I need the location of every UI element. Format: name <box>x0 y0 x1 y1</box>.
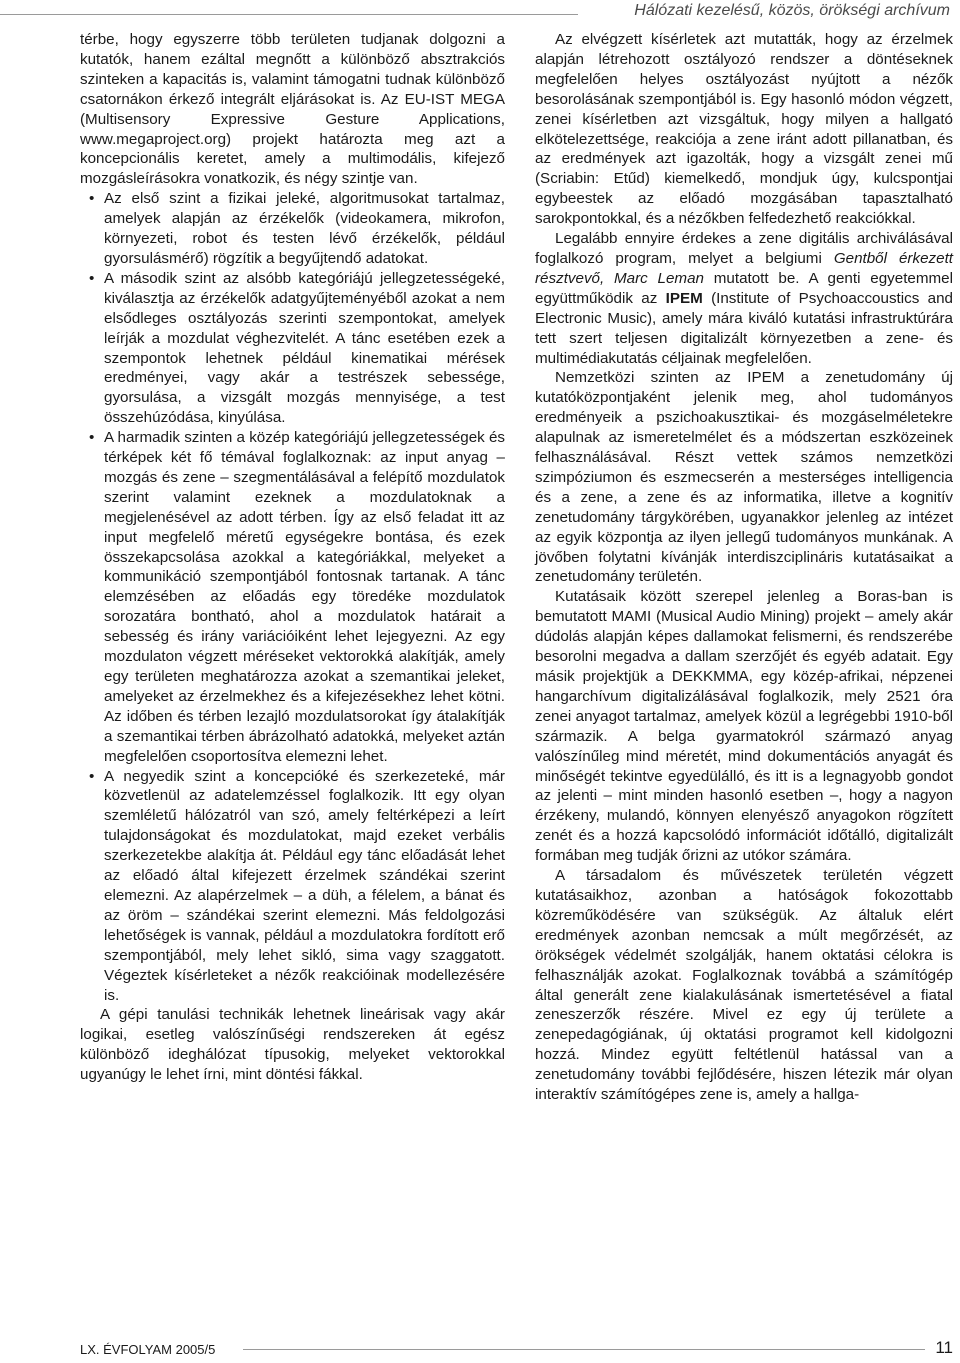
level-list <box>80 189 505 1005</box>
list-item-text: A harmadik szinten a közép kategóriájú jellegzetességek és térképek két fő témával foglalkoznak: az input anyag – mozgás és zene – szegmentálásával a felépítő mozdulatok szerint valamint ezeknek a mozdulatoknak a megjelenésével az adott térben. Így az első feladat itt az input megfelelő méretű egységekre bontása, és ezek összekapcsolása azokkal a kategóriákkal, melyeket a kommunikáció szempontjából fontosnak tartanak. A tánc elemzésében az előadás egy töredéke mozdulatok sorozatára bontható, ahol a mozdulatok határait a sebesség és irány variációiként lehet lejegyezni. Az egy mozdulaton végzett méréseket vektorokká alakítják, amely egy területen meghatározza azokat a szemantikai jeleket, amelyeket az érzelmekhez és a kifejezésekhez lehet kötni. Az időben és térben lezajló mozdulatsorokat így átalakítják a szemantikai térben ábrázolható adatokká, melyeket aztán megfelelően csoportosítva elemezni lehet. <box>104 429 506 765</box>
running-title: Hálózati kezelésű, közös, örökségi archívum <box>634 2 950 19</box>
list-item <box>80 269 505 428</box>
bullet-icon: • <box>89 190 95 208</box>
right-column <box>535 30 953 1105</box>
right-paragraph-3: Nemzetközi szinten az IPEM a zenetudomány új kutatóközpontjaként jelenik meg, ahol tudományos eredményeik a pszichoakusztikai- és mozgáselméletekre alapulnak az ismeretelmélet és a módszertan eszközeinek felhasználásával. Részt vettek számos nemzetközi szimpóziumon és eszmecserén a mesterséges intelligencia és a zene, a zene és az informatika, illetve a kognitív zenetudomány tárgykörében, ugyanakkor jelenleg az intézet az egyik központja az ilyen jellegű tudományos munkának. A jövőben folytatni kívánják interdiszciplináris kutatásaikat a zenetudomány területén. <box>535 369 953 586</box>
left-intro-paragraph: térbe, hogy egyszerre több területen tudjanak dolgozni a kutatók, hanem ezáltal megnőtt a különböző absztrakciós szinteken a kapacitás is, valamint támogatni tudnak különböző csatornákon érkező integrált eljárásokat is. Az EU-IST MEGA (Multisensory Expressive Gesture Applications, www.megaproject.org) projekt határozta meg azt a koncepcionális keretet, amely a multimodális, kifejező mozgásleírásokra vonatkozik, és négy szintje van. <box>80 31 505 188</box>
right-paragraph-5: A társadalom és művészetek területén végzett kutatásaikhoz, azonban a hatóságok fokozottabb közreműködésére van szükségük. Az általuk elért eredmények azonban nemcsak a múlt megőrzését, az örökségek védelmét szolgálják, hanem oktatási célokra is felhasználják azokat. Foglalkoznak továbbá a számítógép által generált zene kialakulásának ismertetésével a fiatal zeneszerzők részére. Mivel ez egy új területe a zenepedagógiának, új oktatási programot kell kidolgozni hozzá. Mindez együtt feltétlenül hatással van a zenetudomány további fejlődésére, hiszen létezik már olyan interaktív számítógépes zene is, amely a hallga- <box>535 867 953 1104</box>
list-item <box>80 189 505 269</box>
right-paragraph-1: Az elvégzett kísérletek azt mutatták, hogy az érzelmek alapján létrehozott osztályozó rendszer a döntéseknek megfelelően helyes osztályozást nyújtott a nézők besorolásának szempontjából is. Egy hasonló módon végzett, zenei kísérletben azt vizsgáltuk, hogy milyen a hallgató elkötelezettsége, reakciója a zene iránt adott pillanatban, és az eredmények azt igazolták, hogy a vizsgált zenei mű (Scriabin: Etűd) kiemelkedő, mondjuk úgy, kulcspontjai egybeestek az előadó mozgásában tapasztalható sarokpontokkal, és a nézőkben felfedezhető reakciókkal. <box>535 31 953 228</box>
bullet-icon: • <box>89 429 95 447</box>
list-item-text: A negyedik szint a koncepcióké és szerkezeteké, már közvetlenül az adatelemzéssel foglalkozik. Itt egy olyan szemléletű hálózatról van szó, amely feltérképezi a leírt tulajdonságokat és mozdulatokat, majd ezeket verbális szerkezetekbe alakítja át. Például egy tánc előadását lehet az előadó által kifejezett érzelmek szándékai szerint elemezni. Az alapérzelmek – a düh, a félelem, a bánat és az öröm – szándékai szerint elemezni. Más feldolgozási lehetőségek is vannak, például a mozdulatokra fordított erő szempontjából, mely lehet sikló, sima vagy szaggatott. Végeztek kísérleteket a nézők reakcióinak modellezésére is. <box>104 767 505 1004</box>
page-number: 11 <box>935 1338 953 1357</box>
list-item-text: A második szint az alsóbb kategóriájú jellegzetességeké, kiválasztja az érzékelők adatgyűjteményéből azokat a nem elsődleges osztályozás szerinti szempontokat, amelyek leírják a mozdulat véghezvitelét. A tánc esetében ezek a szempontok lehetnek például kinematikai mérések eredményei, vagy akár a testrészek sebessége, gyorsulása, a vizsgált mozgás mennyisége, a test összehúzódása, kinyúlása. <box>104 269 505 427</box>
bullet-icon: • <box>89 767 95 785</box>
ipem-strong: IPEM <box>665 289 703 307</box>
page-footer <box>80 1336 953 1360</box>
journal-issue: LX. ÉVFOLYAM 2005/5 <box>80 1342 216 1357</box>
left-column <box>80 30 505 1085</box>
right-paragraph-2: Legalább ennyire érdekes a zene digitális archiválásával foglalkozó program, melyet a belgiumi Gentből érkezett résztvevő, Marc Leman mutatott be. A genti egyetemmel együttműködik az IPEM (Institute of Psychoaccoustics and Electronic Music), amely mára kiváló kutatási infrastruktúrára tett szert teljesen digitalizált környezetben a zene- és multimédiakutatás céljainak megfelelően. <box>535 230 954 367</box>
running-header <box>0 0 960 28</box>
header-rule <box>0 14 578 15</box>
left-closing-paragraph: A gépi tanulási technikák lehetnek lineárisak vagy akár logikai, esetleg valószínűségi rendszereken át egész különböző ideghálózat típusokig, melyeket vektorokkal ugyanúgy le lehet írni, mint döntési fákkal. <box>80 1006 505 1084</box>
list-item-text: Az első szint a fizikai jeleké, algoritmusokat tartalmaz, amelyek alapján az érzékelők (videokamera, mikrofon, környezeti, robot és testen lévő érzékelők, például gyorsulásmérő) rögzítik a begyűjtendő adatokat. <box>104 190 505 267</box>
right-paragraph-4: Kutatásaik között szerepel jelenleg a Boras-ban is bemutatott MAMI (Musical Audio Mining) projekt – amely akár dúdolás alapján képes dallamokat felismerni, és rendszerébe besorolni megadva a dallam szerzőjét és egyéb adatait. Egy másik projektjük a DEKKMMA, egy közép-afrikai, népzenei hangarchívum digitalizálásával foglalkozik, mely 2521 óra zenei anyagot tartalmaz, amelyek közül a legrégebbi 1910-ből származik. A belga gyarmatokról származó anyag valószínűleg mind méretét, mind dokumentációs anyagát és minőségét tekintve egyedülálló, és itt is a legnagyobb gondot az jelenti – mint minden hasonló esetben –, hogy a nagyon érzékeny, mulandó, könnyen elenyésző anyagokon rögzített zenét és a hozzá kapcsolódó információt időtálló, digitalizált formában meg tudják őrizni az utókor számára. <box>535 588 953 865</box>
list-item <box>80 767 505 1006</box>
list-item <box>80 428 505 766</box>
emphasis-text: Gentből érkezett résztvevő, Marc Leman <box>535 249 954 287</box>
footer-rule <box>243 1349 925 1350</box>
bullet-icon: • <box>89 269 95 287</box>
